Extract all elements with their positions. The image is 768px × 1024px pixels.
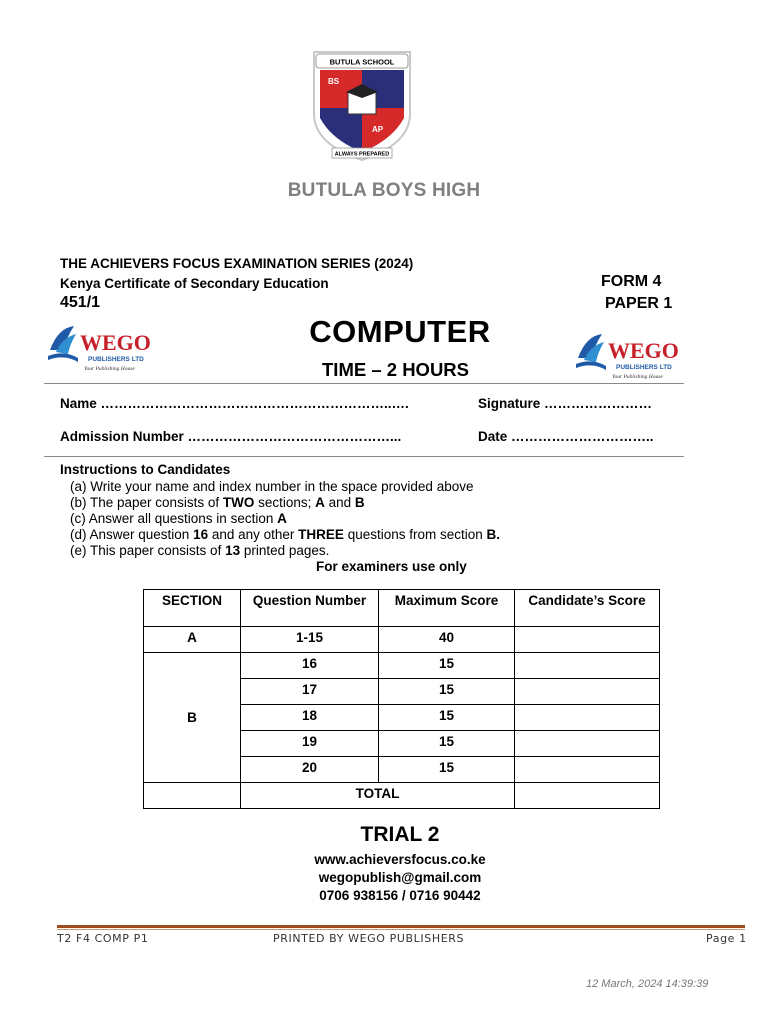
max-score-cell: 40 — [379, 627, 515, 653]
wego-logo-left — [44, 320, 174, 378]
max-score-cell: 15 — [379, 705, 515, 731]
admission-number-field: Admission Number ………………………………………... — [60, 429, 402, 444]
instruction-a: (a) Write your name and index number in the space provided above — [70, 479, 474, 494]
question-cell: 17 — [241, 679, 379, 705]
trial-label: TRIAL 2 — [360, 823, 440, 846]
wego-logo-right — [572, 328, 702, 386]
name-field: Name ………………………………………………………..…. — [60, 396, 409, 411]
footer-rule-thin — [57, 929, 745, 930]
question-cell: 19 — [241, 731, 379, 757]
footer-printer: PRINTED BY WEGO PUBLISHERS — [273, 932, 465, 945]
school-crest-logo — [310, 48, 414, 164]
table-row — [144, 627, 660, 653]
instruction-e: (e) This paper consists of 13 printed pages. — [70, 543, 330, 558]
section-cell: B — [144, 653, 241, 783]
instruction-d: (d) Answer question 16 and any other THREE questions from section B. — [70, 527, 501, 542]
website-link[interactable]: www.achieversfocus.co.ke — [314, 852, 486, 867]
header-candidates-score: Candidate’s Score — [515, 590, 660, 627]
table-total-row — [144, 783, 660, 809]
instructions-title: Instructions to Candidates — [60, 462, 231, 477]
candidate-score-cell[interactable] — [515, 653, 660, 679]
print-timestamp: 12 March, 2024 14:39:39 — [586, 978, 709, 990]
signature-field: Signature …………………… — [478, 396, 653, 411]
svg-text:Your Publishing House: Your Publishing House — [84, 366, 135, 372]
table-row — [144, 653, 660, 679]
svg-text:BUTULA SCHOOL: BUTULA SCHOOL — [329, 57, 395, 67]
section-cell: A — [144, 627, 241, 653]
total-blank-cell — [144, 783, 241, 809]
svg-text:BS: BS — [328, 77, 340, 86]
exam-duration: TIME – 2 HOURS — [322, 359, 469, 380]
examiners-use-label: For examiners use only — [316, 559, 467, 574]
max-score-cell: 15 — [379, 731, 515, 757]
paper-number: PAPER 1 — [605, 295, 673, 312]
phone-numbers: 0706 938156 / 0716 90442 — [319, 888, 481, 903]
max-score-cell: 15 — [379, 653, 515, 679]
certificate-title: Kenya Certificate of Secondary Education — [60, 276, 329, 291]
school-name: BUTULA BOYS HIGH — [287, 180, 481, 201]
divider-bottom — [44, 456, 684, 457]
candidate-score-cell[interactable] — [515, 679, 660, 705]
max-score-cell: 15 — [379, 757, 515, 783]
candidate-score-cell[interactable] — [515, 731, 660, 757]
divider-top — [44, 383, 684, 384]
svg-text:PUBLISHERS LTD: PUBLISHERS LTD — [88, 356, 144, 363]
email-link[interactable]: wegopublish@gmail.com — [318, 870, 482, 885]
svg-text:ALWAYS PREPARED: ALWAYS PREPARED — [334, 151, 390, 158]
question-cell: 18 — [241, 705, 379, 731]
score-table — [143, 589, 660, 809]
candidate-score-cell[interactable] — [515, 757, 660, 783]
footer-paper-code: T2 F4 COMP P1 — [57, 932, 149, 945]
svg-text:WEGO: WEGO — [608, 338, 679, 363]
header-maximum-score: Maximum Score — [379, 590, 515, 627]
instruction-b: (b) The paper consists of TWO sections; A and B — [70, 495, 365, 510]
total-label: TOTAL — [241, 783, 515, 809]
subject-title: COMPUTER — [309, 314, 491, 349]
question-cell: 1-15 — [241, 627, 379, 653]
footer-page-number: Page 1 — [706, 932, 747, 945]
header-question-number: Question Number — [241, 590, 379, 627]
svg-text:AP: AP — [372, 125, 384, 134]
max-score-cell: 15 — [379, 679, 515, 705]
date-field: Date ………………………….. — [478, 429, 654, 444]
total-score-cell[interactable] — [515, 783, 660, 809]
candidate-score-cell[interactable] — [515, 627, 660, 653]
svg-text:PUBLISHERS LTD: PUBLISHERS LTD — [616, 364, 672, 371]
svg-text:WEGO: WEGO — [80, 330, 151, 355]
question-cell: 16 — [241, 653, 379, 679]
exam-series-title: THE ACHIEVERS FOCUS EXAMINATION SERIES (2024) — [60, 256, 414, 271]
instruction-c: (c) Answer all questions in section A — [70, 511, 287, 526]
form-level: FORM 4 — [601, 273, 662, 290]
question-cell: 20 — [241, 757, 379, 783]
candidate-score-cell[interactable] — [515, 705, 660, 731]
header-section: SECTION — [144, 590, 241, 627]
svg-text:Your Publishing House: Your Publishing House — [612, 374, 663, 380]
footer-rule — [57, 925, 745, 928]
paper-code: 451/1 — [60, 294, 101, 311]
table-header-row — [144, 590, 660, 627]
